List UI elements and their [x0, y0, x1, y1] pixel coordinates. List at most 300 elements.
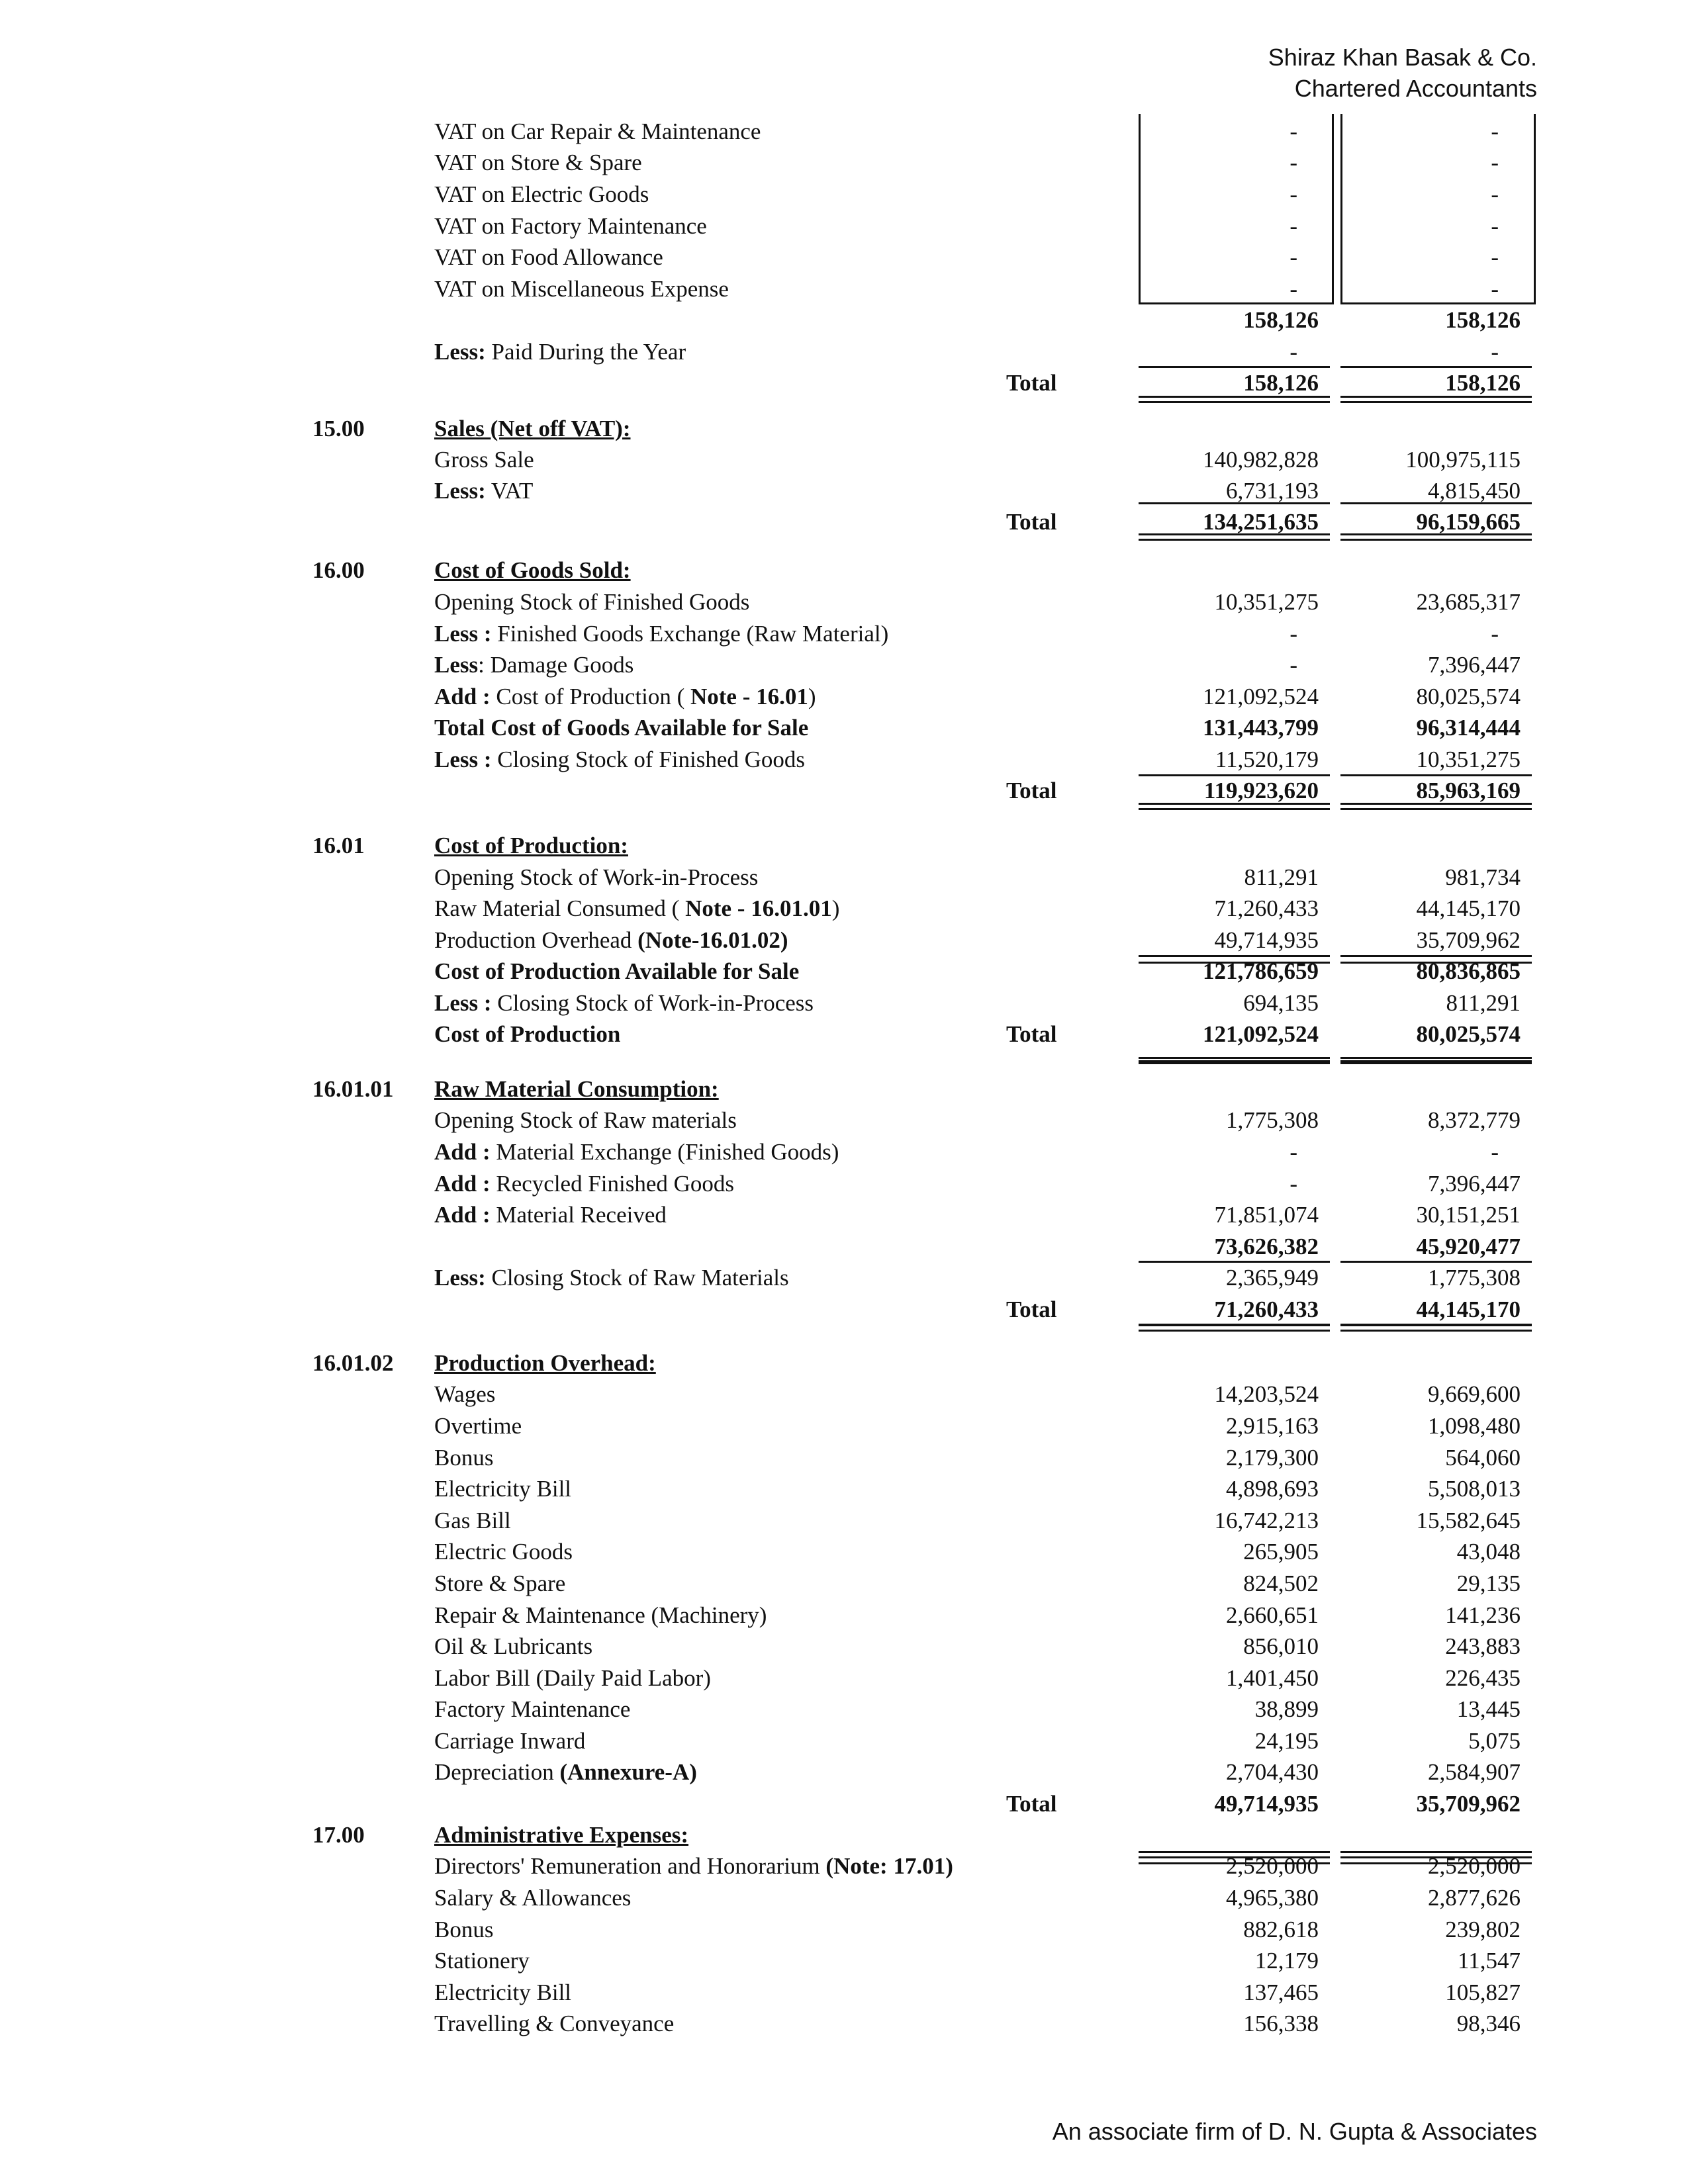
line-description — [434, 1262, 789, 1293]
amount-previous-year: 98,346 — [1456, 2011, 1521, 2036]
amount-current-year: 131,443,799 — [1203, 715, 1319, 741]
amount-current-year: 4,898,693 — [1226, 1476, 1319, 1502]
ledger-row — [0, 1262, 1688, 1293]
description-part: Cost of Production — [434, 1021, 621, 1047]
line-description — [434, 1536, 573, 1567]
amount-previous-year: 239,802 — [1445, 1917, 1521, 1942]
line-description — [434, 116, 761, 147]
line-description — [434, 1694, 630, 1725]
line-description — [434, 1850, 953, 1882]
total-double-rule — [1340, 1851, 1532, 1858]
description-part: VAT on Electric Goods — [434, 181, 649, 207]
amount-current-year: - — [1289, 118, 1297, 144]
ledger-row — [0, 987, 1688, 1019]
total-double-rule — [1340, 803, 1532, 810]
ledger-row — [0, 862, 1688, 893]
amount-previous-year: 10,351,275 — [1416, 747, 1521, 772]
total-double-rule — [1340, 1057, 1532, 1064]
line-description — [434, 925, 788, 956]
amount-previous-year: - — [1491, 213, 1499, 239]
line-description — [434, 1977, 571, 2008]
description-part: Less: — [434, 1265, 486, 1291]
amount-current-year: - — [1289, 181, 1297, 207]
amount-current-year: 882,618 — [1243, 1917, 1319, 1942]
description-part: Bonus — [434, 1917, 494, 1942]
line-description — [434, 1600, 767, 1631]
note-number: 16.01.02 — [312, 1350, 394, 1376]
amount-current-year: 121,786,659 — [1203, 958, 1319, 984]
subtotal-rule — [1340, 774, 1532, 776]
total-row — [0, 1019, 1688, 1050]
description-part: Carriage Inward — [434, 1728, 586, 1754]
amount-previous-year: 96,159,665 — [1416, 509, 1521, 535]
description-part: Gas Bill — [434, 1508, 511, 1533]
description-part: Sales (Net off VAT): — [434, 416, 631, 441]
total-label: Total — [1006, 370, 1057, 396]
description-part: Less : — [434, 621, 492, 647]
line-description — [434, 210, 707, 242]
amount-current-year: 2,520,000 — [1226, 1853, 1319, 1879]
total-row — [0, 506, 1688, 537]
amount-current-year: 121,092,524 — [1203, 1021, 1319, 1047]
note-number: 16.01.01 — [312, 1076, 394, 1102]
note-number: 17.00 — [312, 1822, 365, 1848]
amount-previous-year: 100,975,115 — [1405, 447, 1521, 473]
amount-previous-year: 5,508,013 — [1428, 1476, 1521, 1502]
line-description — [434, 893, 839, 924]
amount-current-year: 1,401,450 — [1226, 1665, 1319, 1691]
section-heading-row — [0, 1347, 1688, 1379]
description-part: Overtime — [434, 1413, 522, 1439]
amount-previous-year: 2,520,000 — [1428, 1853, 1521, 1879]
total-label: Total — [1006, 1791, 1057, 1817]
description-part: Note - 16.01 — [690, 684, 808, 709]
section-title — [434, 555, 631, 586]
amount-current-year: - — [1289, 652, 1297, 678]
section-heading-row — [0, 830, 1688, 861]
amount-current-year: - — [1289, 1171, 1297, 1197]
amount-previous-year: 1,098,480 — [1428, 1413, 1521, 1439]
description-part: VAT on Food Allowance — [434, 244, 663, 270]
amount-current-year: 134,251,635 — [1203, 509, 1319, 535]
ledger-row — [0, 712, 1688, 743]
amount-previous-year: 80,025,574 — [1416, 684, 1521, 709]
subtotal-rule — [1340, 955, 1532, 957]
description-part: ) — [808, 684, 816, 709]
amount-previous-year: 80,025,574 — [1416, 1021, 1521, 1047]
amount-previous-year: 4,815,450 — [1428, 478, 1521, 504]
description-part: Add : — [434, 684, 491, 709]
amount-current-year: 694,135 — [1243, 990, 1319, 1016]
ledger-row — [0, 1977, 1688, 2008]
amount-previous-year: 141,236 — [1445, 1602, 1521, 1628]
description-part: Wages — [434, 1381, 496, 1407]
ledger-row — [0, 1600, 1688, 1631]
description-part: VAT on Store & Spare — [434, 150, 642, 175]
amount-current-year: 2,365,949 — [1226, 1265, 1319, 1291]
note-number: 15.00 — [312, 416, 365, 441]
amount-previous-year: - — [1491, 276, 1499, 302]
ledger-row — [0, 304, 1688, 336]
amount-previous-year: 158,126 — [1445, 307, 1521, 333]
line-description — [434, 744, 805, 775]
line-description — [434, 1168, 734, 1199]
subtotal-rule — [1139, 1261, 1330, 1263]
description-part: Cost of Production: — [434, 833, 628, 858]
total-double-rule — [1139, 1057, 1330, 1064]
total-label: Total — [1006, 778, 1057, 803]
ledger-row — [0, 1231, 1688, 1262]
amount-current-year: 2,704,430 — [1226, 1759, 1319, 1785]
line-description — [434, 1631, 592, 1662]
firm-name: Shiraz Khan Basak & Co. — [1268, 44, 1537, 71]
description-part: VAT on Factory Maintenance — [434, 213, 707, 239]
description-part: Bonus — [434, 1445, 494, 1471]
section-title — [434, 1819, 688, 1850]
amount-previous-year: 80,836,865 — [1416, 958, 1521, 984]
description-part: Oil & Lubricants — [434, 1633, 593, 1659]
description-part: Raw Material Consumed ( — [434, 895, 686, 921]
amount-current-year: - — [1289, 621, 1297, 647]
ledger-row — [0, 1505, 1688, 1536]
amount-current-year: 811,291 — [1244, 864, 1319, 890]
amount-previous-year: 158,126 — [1445, 370, 1521, 396]
amount-previous-year: 30,151,251 — [1416, 1202, 1521, 1228]
line-description — [434, 1410, 522, 1441]
amount-current-year: 11,520,179 — [1215, 747, 1319, 772]
amount-current-year: 158,126 — [1243, 307, 1319, 333]
amount-current-year: 824,502 — [1243, 1570, 1319, 1596]
ledger-row — [0, 1694, 1688, 1725]
amount-previous-year: 8,372,779 — [1428, 1107, 1521, 1133]
section-title — [434, 1073, 719, 1105]
description-part: Add : — [434, 1139, 491, 1165]
ledger-row — [0, 744, 1688, 775]
amount-current-year: 24,195 — [1254, 1728, 1319, 1754]
description-part: Less : — [434, 747, 492, 772]
ledger-row — [0, 1945, 1688, 1976]
description-part: VAT on Car Repair & Maintenance — [434, 118, 761, 144]
amount-previous-year: 243,883 — [1445, 1633, 1521, 1659]
amount-previous-year: 9,669,600 — [1428, 1381, 1521, 1407]
subtotal-rule — [1139, 366, 1330, 368]
description-part: Cost of Production Available for Sale — [434, 958, 800, 984]
total-double-rule — [1340, 1324, 1532, 1332]
description-part: (Note: 17.01) — [825, 1853, 953, 1879]
ledger-row — [0, 116, 1688, 147]
amount-current-year: 119,923,620 — [1203, 778, 1319, 803]
line-description — [434, 1662, 711, 1694]
description-part: Total Cost of Goods Available for Sale — [434, 715, 809, 741]
ledger-row — [0, 1568, 1688, 1599]
line-description — [434, 1199, 667, 1230]
amount-previous-year: 2,877,626 — [1428, 1885, 1521, 1911]
description-part: Gross Sale — [434, 447, 534, 473]
description-part: Closing Stock of Finished Goods — [491, 747, 806, 772]
amount-current-year: 1,775,308 — [1226, 1107, 1319, 1133]
subtotal-rule — [1139, 1862, 1330, 1864]
ledger-row — [0, 1882, 1688, 1913]
ledger-row — [0, 1136, 1688, 1167]
note-number: 16.01 — [312, 833, 365, 858]
ledger-row — [0, 1631, 1688, 1662]
line-description — [434, 862, 758, 893]
total-double-rule — [1340, 533, 1532, 541]
amount-previous-year: 44,145,170 — [1416, 1297, 1521, 1322]
amount-previous-year: 43,048 — [1456, 1539, 1521, 1565]
amount-current-year: - — [1289, 150, 1297, 175]
description-part: Material Received — [490, 1202, 667, 1228]
subtotal-rule — [1340, 1261, 1532, 1263]
amount-previous-year: 105,827 — [1445, 1979, 1521, 2005]
description-part: Less : — [434, 990, 492, 1016]
ledger-row — [0, 649, 1688, 680]
ledger-row — [0, 444, 1688, 475]
ledger-row — [0, 242, 1688, 273]
total-row — [0, 775, 1688, 806]
line-description — [434, 1379, 495, 1410]
amount-previous-year: 7,396,447 — [1428, 652, 1521, 678]
amount-current-year: 156,338 — [1243, 2011, 1319, 2036]
description-part: (Note-16.01.02) — [637, 927, 788, 953]
amount-current-year: 49,714,935 — [1214, 927, 1319, 953]
description-part: Administrative Expenses: — [434, 1822, 689, 1848]
ledger-row — [0, 1168, 1688, 1199]
amount-current-year: - — [1289, 213, 1297, 239]
amount-current-year: 265,905 — [1243, 1539, 1319, 1565]
amount-previous-year: 45,920,477 — [1416, 1234, 1521, 1259]
amount-previous-year: - — [1491, 621, 1499, 647]
subtotal-rule — [1139, 962, 1330, 964]
line-description — [434, 681, 816, 712]
subtotal-rule — [1139, 774, 1330, 776]
ledger-row — [0, 273, 1688, 304]
section-heading-row — [0, 413, 1688, 444]
footer-associate: An associate firm of D. N. Gupta & Associates — [1052, 2118, 1537, 2145]
description-part: Material Exchange (Finished Goods) — [490, 1139, 839, 1165]
firm-type: Chartered Accountants — [1294, 75, 1537, 102]
description-part: Electric Goods — [434, 1539, 573, 1565]
ledger-row — [0, 1473, 1688, 1504]
amount-previous-year: 29,135 — [1456, 1570, 1521, 1596]
section-heading-row — [0, 1073, 1688, 1105]
description-part: Add : — [434, 1171, 491, 1197]
line-description — [434, 444, 534, 475]
amount-previous-year: - — [1491, 1139, 1499, 1165]
subtotal-rule — [1340, 962, 1532, 964]
amount-previous-year: 15,582,645 — [1416, 1508, 1521, 1533]
line-description — [434, 618, 888, 649]
subtotal-rule — [1139, 502, 1330, 504]
amount-previous-year: - — [1491, 118, 1499, 144]
total-row — [0, 1788, 1688, 1819]
amount-previous-year: 226,435 — [1445, 1665, 1521, 1691]
line-description — [434, 1756, 697, 1788]
description-part: Opening Stock of Raw materials — [434, 1107, 737, 1133]
description-part: ) — [831, 895, 840, 921]
description-part: Cost of Production ( — [490, 684, 690, 709]
ledger-row — [0, 1379, 1688, 1410]
line-description — [434, 1505, 511, 1536]
amount-current-year: 6,731,193 — [1226, 478, 1319, 504]
line-description — [434, 956, 799, 987]
total-row — [0, 1294, 1688, 1325]
line-description — [434, 1882, 631, 1913]
line-description — [434, 649, 633, 680]
description-part: Less: — [434, 478, 486, 504]
line-description — [434, 1945, 530, 1976]
ledger-row — [0, 179, 1688, 210]
amount-current-year: 140,982,828 — [1203, 447, 1319, 473]
line-description — [434, 586, 749, 617]
amount-previous-year: 2,584,907 — [1428, 1759, 1521, 1785]
section-title — [434, 413, 631, 444]
amount-previous-year: 23,685,317 — [1416, 589, 1521, 615]
ledger-row — [0, 1536, 1688, 1567]
line-description — [434, 1136, 839, 1167]
ledger-row — [0, 956, 1688, 987]
amount-previous-year: 96,314,444 — [1416, 715, 1521, 741]
amount-previous-year: - — [1491, 150, 1499, 175]
total-double-rule — [1139, 1851, 1330, 1858]
line-description — [434, 1725, 585, 1756]
amount-current-year: 856,010 — [1243, 1633, 1319, 1659]
section-heading-row — [0, 1819, 1688, 1850]
ledger-row — [0, 1756, 1688, 1788]
description-part: Less — [434, 652, 479, 678]
amount-current-year: 2,179,300 — [1226, 1445, 1319, 1471]
line-description — [434, 242, 663, 273]
ledger-row — [0, 147, 1688, 178]
line-description — [434, 712, 808, 743]
line-description — [434, 1568, 565, 1599]
description-part: Paid During the Year — [485, 339, 686, 365]
description-part: Factory Maintenance — [434, 1696, 631, 1722]
amount-current-year: 49,714,935 — [1214, 1791, 1319, 1817]
ledger-row — [0, 1662, 1688, 1694]
description-part: Stationery — [434, 1948, 530, 1974]
line-description — [434, 1914, 493, 1945]
description-part: Production Overhead — [434, 927, 638, 953]
amount-previous-year: - — [1491, 181, 1499, 207]
total-row — [0, 367, 1688, 398]
ledger-row — [0, 893, 1688, 924]
ledger-row — [0, 1914, 1688, 1945]
amount-current-year: 10,351,275 — [1214, 589, 1319, 615]
ledger-row — [0, 1410, 1688, 1441]
ledger-row — [0, 1105, 1688, 1136]
amount-current-year: 12,179 — [1254, 1948, 1319, 1974]
line-description — [434, 1105, 737, 1136]
description-part: Depreciation — [434, 1759, 560, 1785]
line-description — [434, 987, 814, 1019]
ledger-row — [0, 925, 1688, 956]
description-part: : Damage Goods — [478, 652, 634, 678]
amount-previous-year: 5,075 — [1468, 1728, 1521, 1754]
amount-current-year: 137,465 — [1243, 1979, 1319, 2005]
description-part: Travelling & Conveyance — [434, 2011, 675, 2036]
description-part: Production Overhead: — [434, 1350, 656, 1376]
description-part: Add : — [434, 1202, 491, 1228]
ledger-row — [0, 475, 1688, 506]
description-part: Directors' Remuneration and Honorarium — [434, 1853, 826, 1879]
amount-current-year: - — [1289, 244, 1297, 270]
line-description — [434, 2008, 674, 2039]
description-part: Electricity Bill — [434, 1979, 572, 2005]
amount-previous-year: - — [1491, 244, 1499, 270]
amount-current-year: 71,851,074 — [1214, 1202, 1319, 1228]
subtotal-rule — [1340, 366, 1532, 368]
section-title — [434, 830, 628, 861]
subtotal-rule — [1340, 1862, 1532, 1864]
line-description — [434, 147, 642, 178]
note-number: 16.00 — [312, 557, 365, 583]
amount-current-year: 2,660,651 — [1226, 1602, 1319, 1628]
line-description — [434, 336, 686, 367]
ledger-row — [0, 2008, 1688, 2039]
amount-current-year: 121,092,524 — [1203, 684, 1319, 709]
amount-previous-year: 35,709,962 — [1416, 927, 1521, 953]
ledger-row — [0, 1199, 1688, 1230]
amount-current-year: - — [1289, 339, 1297, 365]
amount-previous-year: 44,145,170 — [1416, 895, 1521, 921]
description-part: (Annexure-A) — [559, 1759, 697, 1785]
subtotal-rule — [1139, 955, 1330, 957]
amount-current-year: 158,126 — [1243, 370, 1319, 396]
total-double-rule — [1139, 396, 1330, 403]
description-part: VAT on Miscellaneous Expense — [434, 276, 729, 302]
ledger-row — [0, 1442, 1688, 1473]
amount-previous-year: 1,775,308 — [1428, 1265, 1521, 1291]
amount-previous-year: - — [1491, 339, 1499, 365]
description-part: Closing Stock of Work-in-Process — [491, 990, 814, 1016]
ledger-row — [0, 336, 1688, 367]
amount-previous-year: 7,396,447 — [1428, 1171, 1521, 1197]
amount-previous-year: 85,963,169 — [1416, 778, 1521, 803]
total-double-rule — [1340, 396, 1532, 403]
amount-current-year: 16,742,213 — [1214, 1508, 1319, 1533]
total-label: Total — [1006, 1297, 1057, 1322]
amount-current-year: 73,626,382 — [1214, 1234, 1319, 1259]
ledger-row — [0, 681, 1688, 712]
line-description — [434, 1019, 620, 1050]
amount-current-year: 71,260,433 — [1214, 1297, 1319, 1322]
description-part: Finished Goods Exchange (Raw Material) — [491, 621, 889, 647]
line-description — [434, 475, 533, 506]
amount-previous-year: 811,291 — [1446, 990, 1521, 1016]
description-part: Electricity Bill — [434, 1476, 572, 1502]
section-heading-row — [0, 555, 1688, 586]
description-part: Less: — [434, 339, 486, 365]
ledger-row — [0, 1725, 1688, 1756]
amount-current-year: 4,965,380 — [1226, 1885, 1319, 1911]
total-double-rule — [1139, 803, 1330, 810]
description-part: Salary & Allowances — [434, 1885, 632, 1911]
description-part: Labor Bill (Daily Paid Labor) — [434, 1665, 711, 1691]
amount-current-year: 38,899 — [1254, 1696, 1319, 1722]
line-description — [434, 1442, 493, 1473]
amount-current-year: 2,915,163 — [1226, 1413, 1319, 1439]
description-part: Cost of Goods Sold: — [434, 557, 631, 583]
description-part: Opening Stock of Work-in-Process — [434, 864, 759, 890]
description-part: Opening Stock of Finished Goods — [434, 589, 750, 615]
ledger-row — [0, 618, 1688, 649]
total-label: Total — [1006, 509, 1057, 535]
amount-previous-year: 13,445 — [1456, 1696, 1521, 1722]
amount-current-year: - — [1289, 1139, 1297, 1165]
total-label: Total — [1006, 1021, 1057, 1047]
line-description — [434, 1473, 571, 1504]
